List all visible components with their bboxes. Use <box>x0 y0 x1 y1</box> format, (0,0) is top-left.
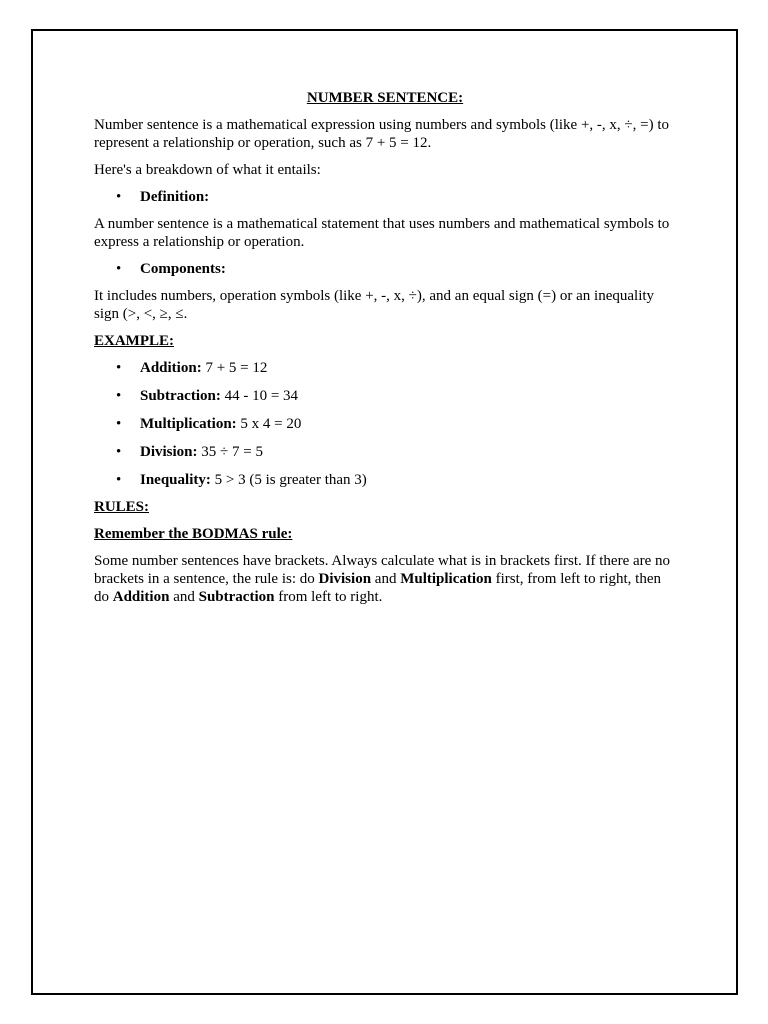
list-item <box>94 188 676 206</box>
components-label: Components: <box>140 261 226 277</box>
components-list <box>94 260 676 278</box>
example-label: Addition: <box>140 360 202 376</box>
example-text: 5 x 4 = 20 <box>236 416 302 432</box>
document-title: NUMBER SENTENCE: <box>306 90 464 106</box>
example-heading: EXAMPLE: <box>94 333 174 349</box>
examples-list <box>94 359 676 489</box>
example-text: 7 + 5 = 12 <box>201 360 268 376</box>
bullet-icon: • <box>116 444 122 460</box>
breakdown-intro: Here's a breakdown of what it entails: <box>94 162 321 178</box>
rules-text: and <box>169 589 199 605</box>
list-item <box>94 471 676 489</box>
division-term: Division <box>318 571 372 587</box>
bullet-icon: • <box>116 388 122 404</box>
example-text: 44 - 10 = 34 <box>220 388 299 404</box>
example-text: 35 ÷ 7 = 5 <box>197 444 263 460</box>
rules-paragraph <box>94 552 676 606</box>
components-paragraph: It includes numbers, operation symbols (like +, -, x, ÷), and an equal sign (=) or an inequality sign (>, <, ≥, ≤. <box>94 288 655 322</box>
definition-list <box>94 188 676 206</box>
list-item <box>94 415 676 433</box>
bullet-icon: • <box>116 189 122 205</box>
bullet-icon: • <box>116 261 122 277</box>
rules-heading: RULES: <box>94 499 150 515</box>
list-item <box>94 359 676 377</box>
addition-term: Addition <box>112 589 170 605</box>
bullet-icon: • <box>116 416 122 432</box>
multiplication-term: Multiplication <box>400 571 492 587</box>
rules-text: Some number sentences have brackets. Always calculate what is in brackets first. If there are no brackets in a sentence, the rule is: do <box>94 553 671 587</box>
list-item <box>94 443 676 461</box>
definition-label: Definition: <box>140 189 210 205</box>
rules-text: and <box>371 571 401 587</box>
example-label: Subtraction: <box>140 388 221 404</box>
document-body <box>94 89 676 615</box>
example-label: Division: <box>140 444 198 460</box>
bullet-icon: • <box>116 360 122 376</box>
list-item <box>94 260 676 278</box>
intro-paragraph: Number sentence is a mathematical expression using numbers and symbols (like +, -, x, ÷, =) to represent a relationship or operation, such as 7 + 5 = 12. <box>94 117 670 151</box>
example-text: 5 > 3 (5 is greater than 3) <box>210 472 367 488</box>
subtraction-term: Subtraction <box>198 589 275 605</box>
example-label: Multiplication: <box>140 416 237 432</box>
example-label: Inequality: <box>140 472 211 488</box>
page-border <box>31 29 738 995</box>
rules-text: from left to right. <box>274 589 383 605</box>
bullet-icon: • <box>116 472 122 488</box>
definition-paragraph: A number sentence is a mathematical statement that uses numbers and mathematical symbols to express a relationship or operation. <box>94 216 670 250</box>
list-item <box>94 387 676 405</box>
bodmas-heading: Remember the BODMAS rule: <box>94 526 293 542</box>
rules-text: first, from left to right, then do <box>94 571 662 605</box>
